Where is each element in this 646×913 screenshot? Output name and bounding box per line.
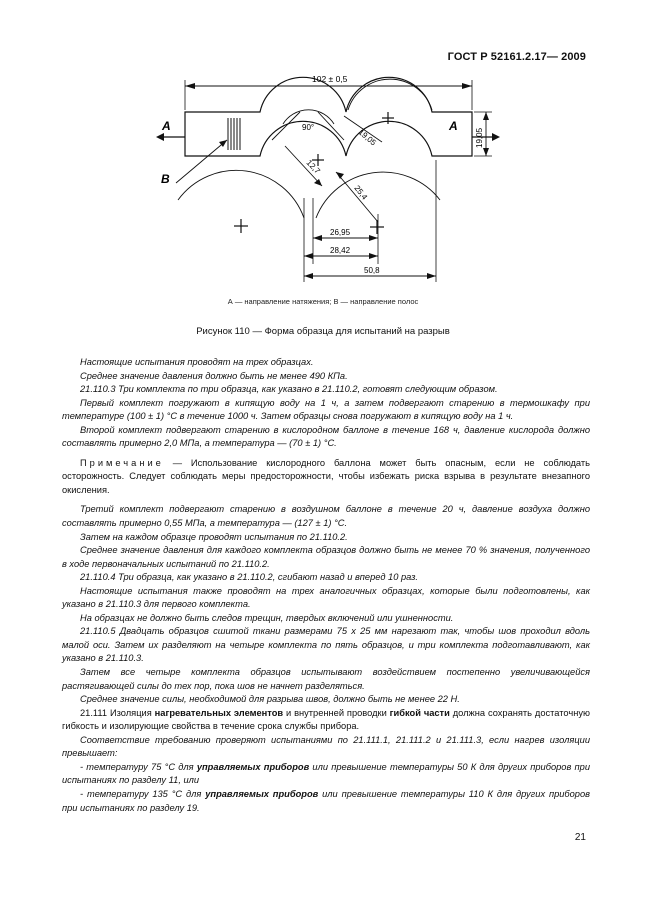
paragraph: Первый комплект погружают в кипящую воду на 1 ч, а затем подвергают старению в термошкафу при температуре (100 ± 1) °С в течение 1000 ч. Затем образцы снова погружают в кипящую воду на 1 ч. bbox=[62, 397, 590, 422]
page-number: 21 bbox=[574, 832, 586, 843]
paragraph: Второй комплект подвергают старению в кислородном баллоне в течение 168 ч, давление кислорода должно составлять примерно 2,0 МПа, а температура — (70 ± 1) °С. bbox=[62, 424, 590, 449]
label-a-left: A bbox=[162, 119, 171, 133]
body-text bbox=[62, 356, 590, 815]
dim-diag-label: 19,05 bbox=[356, 127, 378, 148]
paragraph: Настоящие испытания проводят на трех образцах. bbox=[80, 357, 314, 367]
paragraph: Соответствие требованию проверяют испытаниями по 21.111.1, 21.111.2 и 21.111.3, если нагрев изоляции превышает: bbox=[62, 734, 590, 759]
note bbox=[62, 457, 590, 498]
arc-upper-right bbox=[348, 79, 432, 110]
note-text: — Использование кислородного баллона может быть опасным, если не соблюдать осторожность. Следует соблюдать меры предосторожности, чтобы избежать риска взрыва в результате внезапного окисления. bbox=[62, 457, 590, 495]
paragraph: Среднее значение давления для каждого комплекта образцов должно быть не менее 70 % значения, полученного в ходе первоначальных испытаний по 21.110.2. bbox=[62, 545, 590, 569]
label-a-right: A bbox=[449, 119, 458, 133]
arc-left-outer bbox=[178, 170, 304, 218]
dim-angle-label: 90° bbox=[302, 123, 315, 132]
specimen-drawing bbox=[0, 0, 646, 300]
figure-legend: А — направление натяжения; В — направление полос bbox=[227, 297, 419, 306]
b-leader bbox=[176, 140, 227, 183]
paragraph: Среднее значение давления должно быть не менее 490 КПа. bbox=[80, 370, 348, 381]
dim-height-label: 19,05 bbox=[475, 127, 484, 148]
note-label: Примечание bbox=[80, 457, 164, 468]
paragraph: Настоящие испытания также проводят на трех аналогичных образцах, которые были подготовлены, как указано в 21.110.3 для первого комплекта. bbox=[62, 585, 590, 610]
paragraph: Среднее значение силы, необходимой для разрыва швов, должно быть не менее 22 Н. bbox=[80, 694, 460, 705]
paragraph: Затем все четыре комплекта образцов испытывают воздействием постепенно увеличивающейся растягивающей силы до тех пор, пока шов не начнет разделяться. bbox=[62, 667, 590, 691]
paragraph: 21.110.4 Три образца, как указано в 21.110.2, сгибают назад и вперед 10 раз. bbox=[80, 572, 419, 583]
dim-radius-label: 25,4 bbox=[352, 183, 370, 202]
arc-right-outer bbox=[316, 172, 440, 218]
dim-inner-label: 12,7 bbox=[304, 158, 322, 176]
paragraph: Затем на каждом образце проводят испытания по 21.110.2. bbox=[80, 531, 348, 542]
dim-d2-label: 28,42 bbox=[330, 246, 351, 255]
list-item: - температуру 75 °С для управляемых приборов или превышение температуры 50 К для других приборов при испытаниях по разделу 11, или bbox=[62, 761, 590, 786]
paragraph-21-111: 21.111 Изоляция нагревательных элементов и внутренней проводки гибкой части должна сохранять достаточную гибкость и изолирующие свойства в течение срока службы прибора. bbox=[62, 707, 590, 732]
paragraph: 21.110.5 Двадцать образцов сшитой ткани размерами 75 х 25 мм нарезают так, чтобы шов проходил вдоль малой оси. Затем их разделяют на четыре комплекта по пять образцов, и три комплекта подготавливают, как указано в 21.110.3. bbox=[62, 626, 590, 664]
list-item: - температуру 135 °С для управляемых приборов или превышение температуры 110 К для других приборов при испытаниях по разделу 19. bbox=[62, 788, 591, 813]
dim-width-label: 102 ± 0,5 bbox=[312, 74, 348, 84]
dim-d3-label: 50,8 bbox=[364, 266, 380, 275]
label-b: B bbox=[161, 172, 170, 186]
paragraph: Третий комплект подвергают старению в воздушном баллоне в течение 20 ч, давление воздуха должно составлять примерно 0,55 МПа, а температура — (127 ± 1) °С. bbox=[62, 504, 590, 529]
dim-25-4 bbox=[336, 172, 378, 222]
paragraph: 21.110.3 Три комплекта по три образца, как указано в 21.110.2, готовят следующим образом. bbox=[80, 384, 498, 395]
paragraph: На образцах не должно быть следов трещин, твердых включений или ушненности. bbox=[80, 612, 454, 623]
dim-d1-label: 26,95 bbox=[330, 228, 351, 237]
figure-caption: Рисунок 110 — Форма образца для испытаний на разрыв bbox=[196, 326, 450, 337]
document-header: ГОСТ Р 52161.2.17— 2009 bbox=[447, 51, 586, 63]
